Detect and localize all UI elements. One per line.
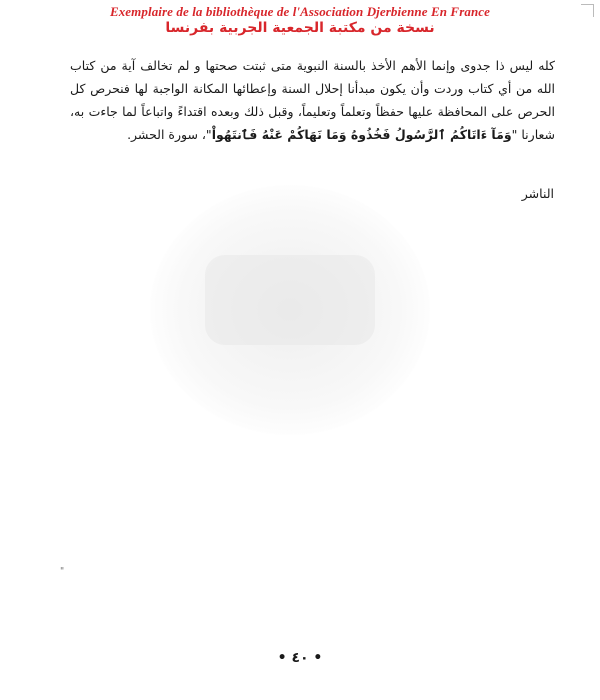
page-number: • ٤٠ •: [277, 650, 323, 666]
quran-quote: وَمَآ ءَاتَاكُمُ ٱلرَّسُولُ فَخُذُوهُ وَمَا نَهَاكُمْ عَنْهُ فَٱنتَهُواْ: [211, 127, 512, 142]
body-text: [70, 54, 555, 146]
paragraph-tail: "، سورة الحشر.: [127, 127, 212, 142]
paragraph-main: كله ليس ذا جدوى وإنما الأهم الأخذ بالسنة النبوية متى ثبتت صحتها و لم تخالف آية من كتاب الله من أي كتاب وردت وأن يكون مبدأنا إحلال السنة وإعطائها المكانة الواجبة لها فنحرص كل الحرص على المحافظة عليها حفظاً وتعلماً وتعليماً، وقبل ذلك وبعده اقتداءً واتباعاً لما جاءت به، شعارنا ": [70, 58, 555, 142]
stray-mark: ": [60, 567, 65, 577]
watermark-seal-inner: [205, 255, 375, 345]
body-paragraph: [70, 54, 555, 146]
library-header-latin: Exemplaire de la bibliothèque de l'Association Djerbienne En France: [109, 4, 491, 19]
library-header-arabic: نسخة من مكتبة الجمعية الجربية بفرنسا: [165, 20, 435, 36]
publisher-signature: الناشر: [521, 186, 554, 201]
